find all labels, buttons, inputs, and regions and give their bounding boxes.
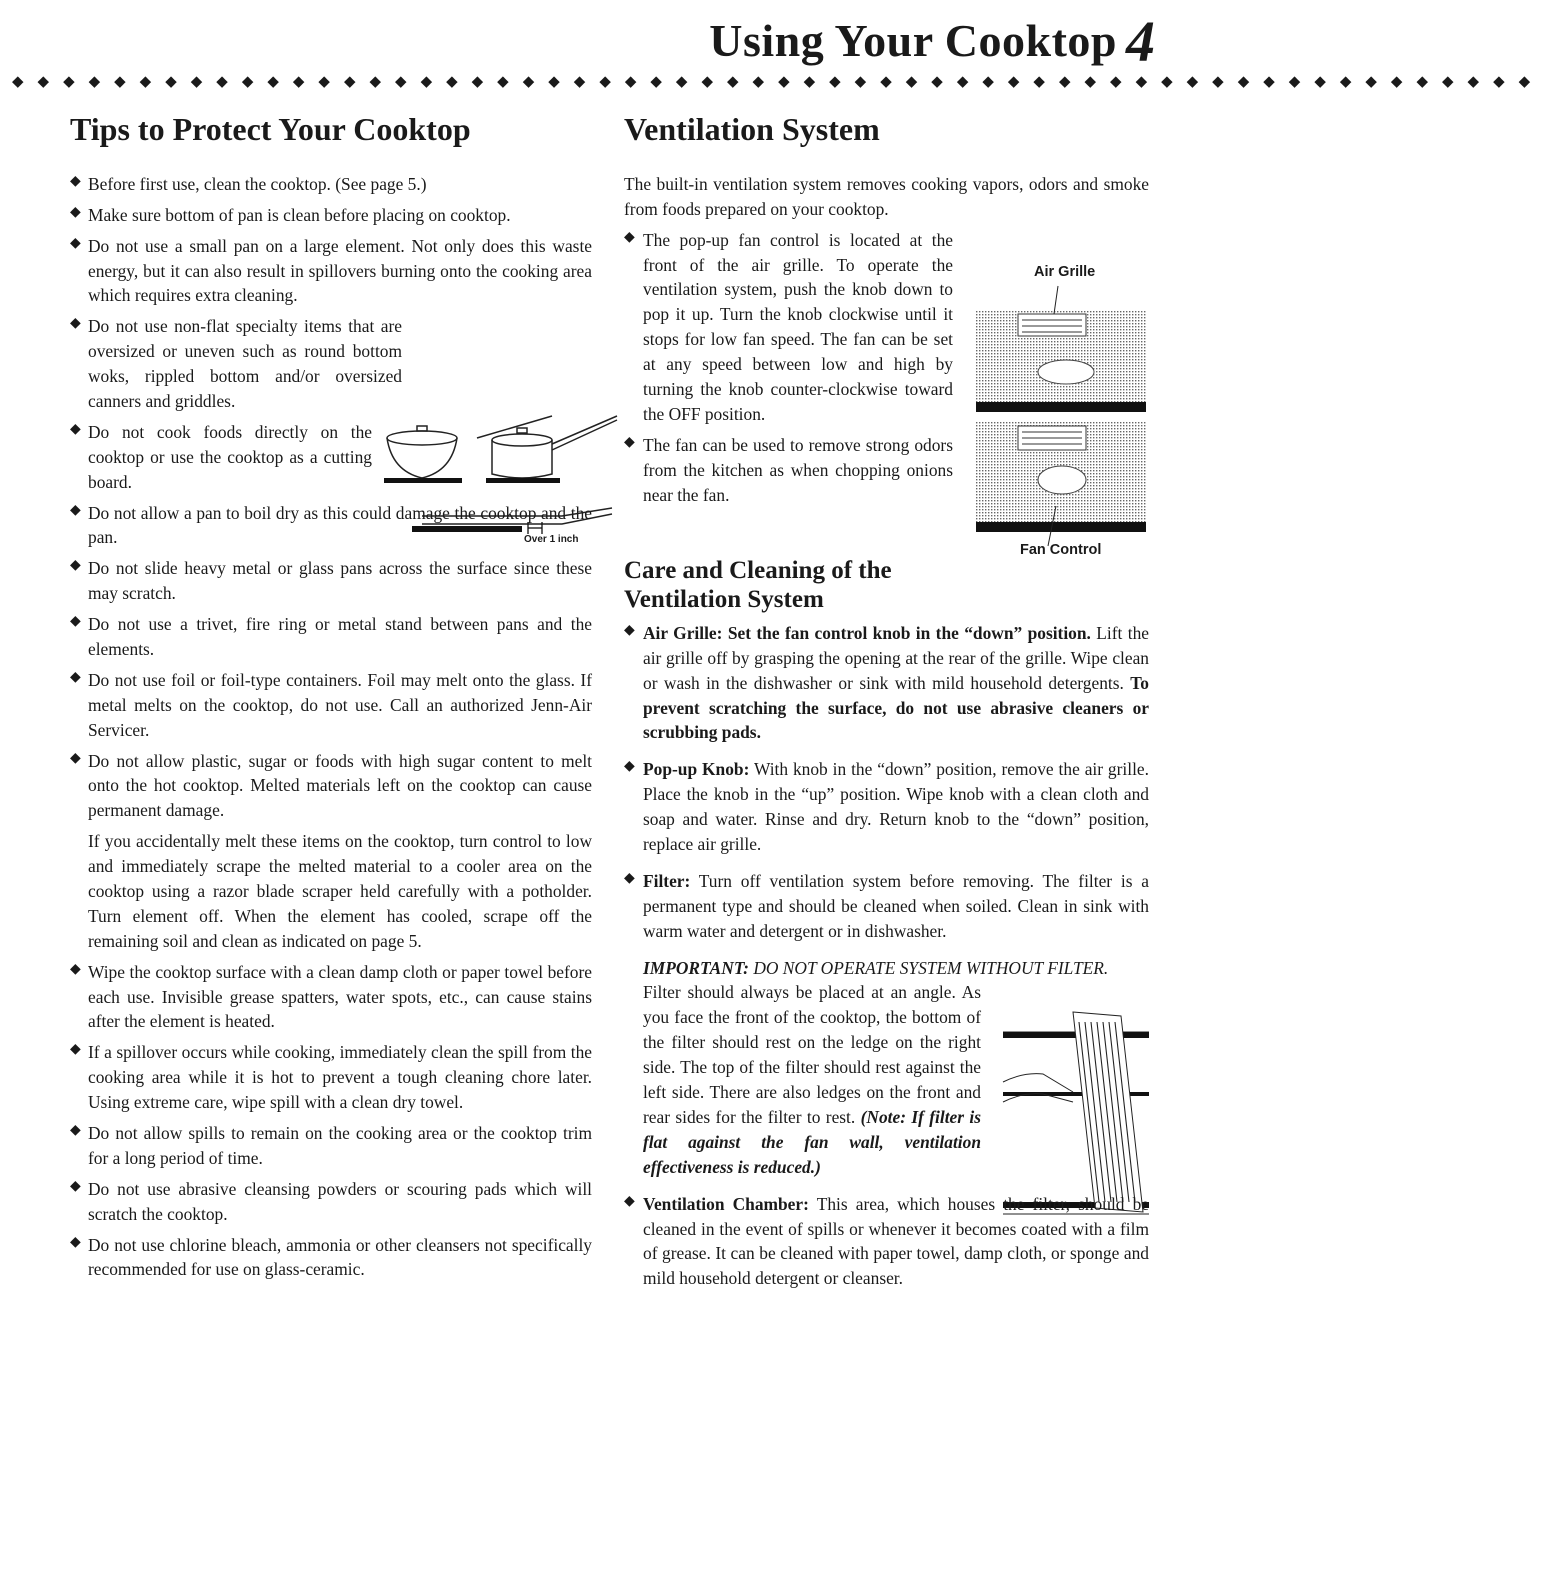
bullet-diamond-icon: ◆ [70, 961, 81, 977]
air-grille-caption: Air Grille [1034, 264, 1096, 280]
list-item: ◆ Do not allow a pan to boil dry as this could damage the cooktop and the pan. [70, 502, 592, 548]
list-item: ◆ Do not use chlorine bleach, ammonia or other cleansers not specifically recommended for use on glass-ceramic. [70, 1234, 592, 1280]
list-item: ◆ Filter: Turn off ventilation system before removing. The filter is a permanent type and should be cleaned when soiled. Clean in sink with warm water and detergent or in dishwasher. [624, 870, 1149, 941]
list-item: ◆ Do not allow spills to remain on the cooking area or the cooktop trim for a long period of time. [70, 1123, 592, 1168]
list-item: ◆ Before first use, clean the cooktop. (See page 5.) [70, 173, 427, 194]
bullet-diamond-icon: ◆ [624, 622, 635, 638]
bullet-diamond-icon: ◆ [624, 229, 635, 245]
vent-drawing [976, 284, 1146, 564]
list-item: ◆ Pop-up Knob: With knob in the “down” position, remove the air grille. Place the knob in the “up” position. Wipe knob with a clean cloth and soap and water. Rinse and dry. Return knob to the “down” position, replace air grille. [624, 759, 1149, 855]
list-item: ◆ Air Grille: Set the fan control knob in the “down” position. Lift the air grille off by grasping the opening at the rear of the grille. Wipe clean or wash in the dishwasher or sink with mild household detergents. To prevent scratching the surface, do not use abrasive cleaners or scrubbing pads. [624, 622, 1149, 743]
list-item: ◆ The fan can be used to remove strong odors from the kitchen as when chopping onions near the fan. [624, 434, 953, 505]
bullet-diamond-icon: ◆ [624, 759, 635, 775]
melt-paragraph: If you accidentally melt these items on the cooktop, turn control to low and immediately scrape the melted material to a cooler area on the cooktop using a razor blade scraper held carefully with a potholder. Turn element off. When the element has cooled, scrape off the remaining soil and clean as indicated on page 5. [88, 831, 592, 951]
list-item: ◆ If a spillover occurs while cooking, immediately clean the spill from the cooking area while it is hot to prevent a tough cleaning chore later. Using extreme care, wipe spill with a clean dry towel. [70, 1042, 592, 1113]
bullet-diamond-icon: ◆ [70, 421, 81, 437]
list-item: ◆ Do not use non-flat specialty items that are oversized or uneven such as round bottom woks, rippled bottom and/or oversized canners and griddles. [70, 316, 402, 411]
bullet-diamond-icon: ◆ [70, 558, 81, 574]
tips-column [70, 112, 592, 1282]
bullet-diamond-icon: ◆ [70, 1123, 81, 1138]
fan-control-caption: Fan Control [1020, 542, 1102, 558]
list-item: ◆ The pop-up fan control is located at the front of the air grille. To operate the ventilation system, push the knob down to pop it up. Turn the knob clockwise until it stops for low fan speed. The fan can be set at any speed between low and high by turning the knob counter-clockwise toward the OFF position. [624, 229, 953, 424]
bullet-diamond-icon: ◆ [624, 434, 635, 450]
bullet-diamond-icon: ◆ [70, 204, 81, 220]
care-heading-line2: Ventilation System [624, 586, 824, 614]
bullet-diamond-icon: ◆ [70, 502, 81, 518]
bullet-diamond-icon: ◆ [70, 1234, 81, 1250]
list-item: ◆ Wipe the cooktop surface with a clean damp cloth or paper towel before each use. Invisible grease spatters, water spots, etc., can cause stains after the element is heated. [70, 961, 592, 1032]
tips-heading: Tips to Protect Your Cooktop [70, 111, 471, 147]
bullet-diamond-icon: ◆ [70, 1178, 81, 1194]
list-item: ◆ Do not use a small pan on a large element. Not only does this waste energy, but it can also result in spillovers burning onto the cooking area which requires extra cleaning. [70, 235, 592, 306]
ventilation-heading: Ventilation System [624, 111, 880, 147]
bullet-diamond-icon: ◆ [70, 669, 81, 685]
ventilation-column [624, 112, 1149, 1291]
list-item: ◆ Do not slide heavy metal or glass pans across the surface since these may scratch. [70, 558, 592, 604]
vent-illustration [976, 264, 1146, 564]
list-item: ◆ Do not allow plastic, sugar or foods with high sugar content to melt onto the hot cooktop. Melted materials left on the cooktop can cause permanent damage. [70, 750, 592, 821]
bullet-diamond-icon: ◆ [624, 1193, 635, 1209]
bullet-diamond-icon: ◆ [70, 235, 81, 251]
list-item: ◆ Make sure bottom of pan is clean before placing on cooktop. [70, 204, 511, 225]
ventilation-intro: The built-in ventilation system removes cooking vapors, odors and smoke from foods prepared on your cooktop. [624, 173, 1149, 219]
bullet-diamond-icon: ◆ [70, 1042, 81, 1058]
important-note: IMPORTANT: DO NOT OPERATE SYSTEM WITHOUT FILTER. Filter should always be placed at an angle. As you face the front of the cooktop, the bottom of the filter should rest on the ledge on the right side. The top of the filter should rest against the left side. There are also ledges on the front and rear sides for the filter to rest. (Note: If filter is flat against the fan wall, ventilation effectiveness is reduced.) [624, 956, 1149, 1180]
filter-illustration [1003, 1002, 1149, 1220]
bullet-diamond-icon: ◆ [70, 614, 81, 630]
list-item: ◆ Do not use abrasive cleansing powders or scouring pads which will scratch the cooktop. [70, 1178, 592, 1224]
list-item: ◆ Do not cook foods directly on the cooktop or use the cooktop as a cutting board. [70, 421, 372, 492]
list-item: ◆ Do not use foil or foil-type containers. Foil may melt onto the glass. If metal melts on the cooktop, do not use. Call an authorized Jenn-Air Servicer. [70, 669, 592, 740]
bullet-diamond-icon: ◆ [70, 316, 81, 332]
bullet-diamond-icon: ◆ [624, 870, 635, 886]
bullet-diamond-icon: ◆ [70, 173, 81, 189]
list-item: ◆ Do not use a trivet, fire ring or metal stand between pans and the elements. [70, 614, 592, 659]
bullet-diamond-icon: ◆ [70, 750, 81, 766]
list-item: ◆ Ventilation Chamber: This area, which houses the filter, should be cleaned in the event of spills or whenever it becomes coated with a film of grease. It can be cleaned with paper towel, damp cloth, or sponge and mild household detergent or cleanser. [624, 1193, 1149, 1289]
care-heading-line1: Care and Cleaning of the [624, 557, 892, 585]
pan-caption: Over 1 inch [524, 534, 579, 545]
page-number: 4 [1126, 9, 1155, 74]
header-title: Using Your Cooktop [709, 15, 1117, 66]
diamond-divider: ◆◆◆◆◆◆◆◆◆◆◆◆◆◆◆◆◆◆◆◆◆◆◆◆◆◆◆◆◆◆◆◆◆◆◆◆◆◆◆◆◆◆◆◆◆◆◆◆◆◆◆◆◆◆◆◆◆◆◆◆ [12, 74, 1544, 90]
